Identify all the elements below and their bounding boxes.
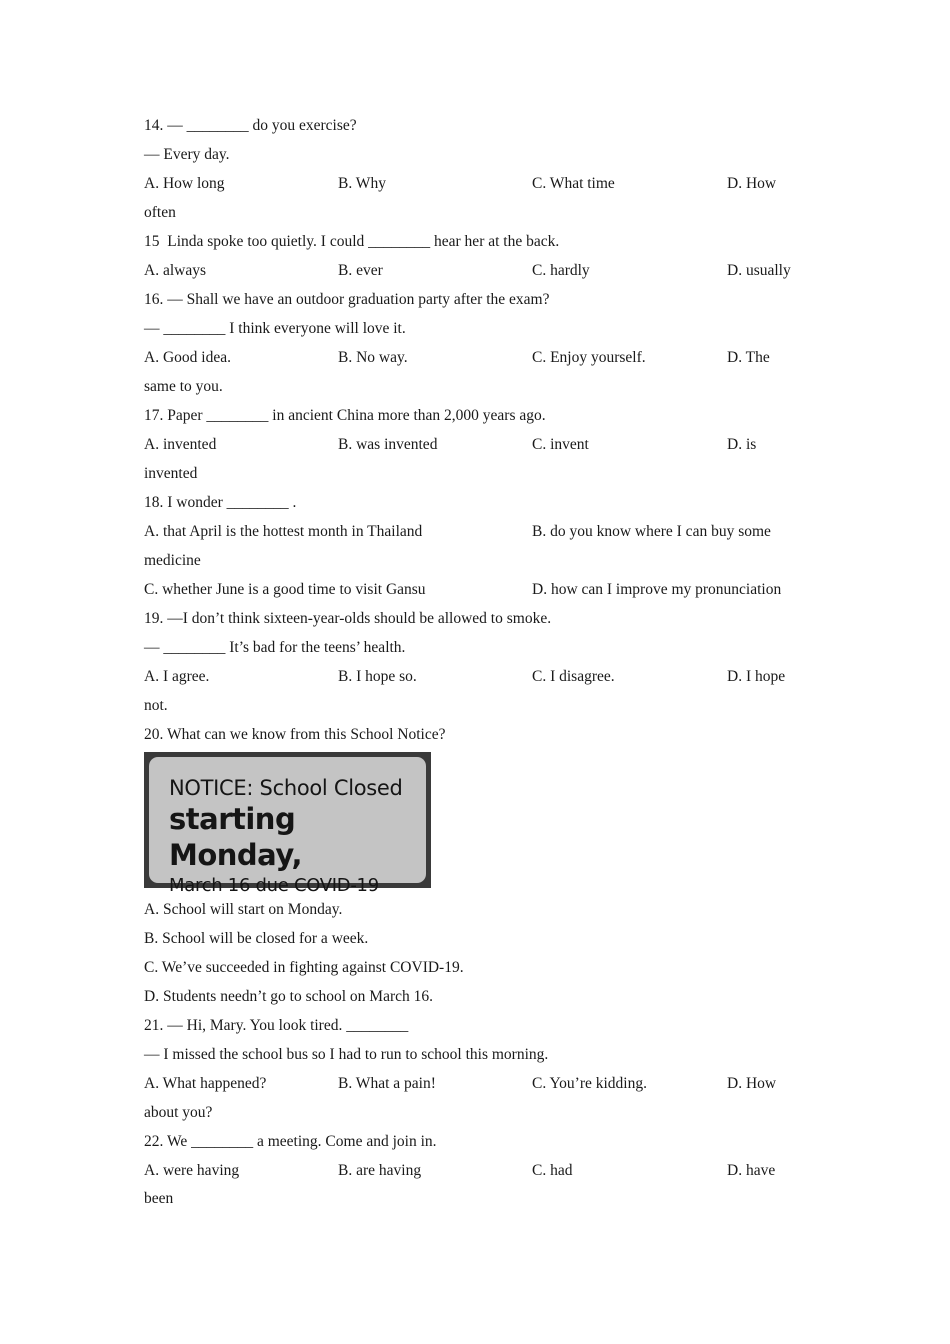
question-19-option-c: C. I disagree. [532, 668, 615, 685]
question-22-option-a: A. were having [144, 1162, 240, 1179]
question-20-option-b: B. School will be closed for a week. [144, 930, 369, 947]
question-22-option-d-continued: been [144, 1190, 174, 1207]
question-22-stem: 22. We ________ a meeting. Come and join in. [144, 1133, 437, 1150]
question-17-option-c: C. invent [532, 436, 589, 453]
question-16-option-b: B. No way. [338, 349, 408, 366]
question-14-option-a: A. How long [144, 175, 225, 192]
question-15-option-a: A. always [144, 262, 206, 279]
question-19-reply: — ________ It’s bad for the teens’ health. [144, 639, 406, 656]
question-21-reply: — I missed the school bus so I had to run to school this morning. [144, 1046, 549, 1063]
question-15-stem: 15 Linda spoke too quietly. I could ________ hear her at the back. [144, 233, 560, 250]
question-20-option-a: A. School will start on Monday. [144, 901, 343, 918]
question-20-option-c: C. We’ve succeeded in fighting against COVID-19. [144, 959, 464, 976]
school-notice-image [144, 752, 431, 896]
question-20-stem: 20. What can we know from this School Notice? [144, 726, 446, 743]
question-19-option-d-continued: not. [144, 697, 168, 714]
question-21-option-d-continued: about you? [144, 1104, 213, 1121]
question-21-option-a: A. What happened? [144, 1075, 267, 1092]
question-15-option-d: D. usually [727, 262, 791, 279]
question-17-option-d-continued: invented [144, 465, 198, 482]
question-21-option-b: B. What a pain! [338, 1075, 436, 1092]
question-14-stem: 14. — ________ do you exercise? [144, 117, 357, 134]
question-22-option-d: D. have [727, 1162, 776, 1179]
question-15-option-b: B. ever [338, 262, 383, 279]
question-18-option-b-continued: medicine [144, 552, 201, 569]
school-notice-sign [149, 757, 426, 896]
question-14-option-d: D. How [727, 175, 777, 192]
notice-line-1: NOTICE: School Closed [169, 776, 403, 800]
question-19-stem: 19. —I don’t think sixteen-year-olds should be allowed to smoke. [144, 610, 552, 627]
question-14-option-c: C. What time [532, 175, 615, 192]
question-16-option-c: C. Enjoy yourself. [532, 349, 646, 366]
question-16-option-a: A. Good idea. [144, 349, 231, 366]
question-19-option-b: B. I hope so. [338, 668, 417, 685]
question-14-option-d-continued: often [144, 204, 176, 221]
question-16-stem: 16. — Shall we have an outdoor graduation party after the exam? [144, 291, 550, 308]
question-17-option-b: B. was invented [338, 436, 438, 453]
question-22-option-c: C. had [532, 1162, 573, 1179]
question-19-option-d: D. I hope [727, 668, 786, 685]
question-21-stem: 21. — Hi, Mary. You look tired. ________ [144, 1017, 409, 1034]
notice-line-2: starting Monday, [169, 802, 303, 872]
question-22-option-b: B. are having [338, 1162, 422, 1179]
question-19-option-a: A. I agree. [144, 668, 210, 685]
question-18-stem: 18. I wonder ________ . [144, 494, 297, 511]
question-14-reply: — Every day. [144, 146, 230, 163]
question-20-option-d: D. Students needn’t go to school on March 16. [144, 988, 434, 1005]
notice-line-3: March 16 due COVID-19 [169, 875, 379, 896]
question-18-option-c: C. whether June is a good time to visit Gansu [144, 581, 426, 598]
question-17-stem: 17. Paper ________ in ancient China more than 2,000 years ago. [144, 407, 546, 424]
question-16-option-d-continued: same to you. [144, 378, 223, 395]
question-16-reply: — ________ I think everyone will love it. [144, 320, 406, 337]
question-17-option-d: D. is [727, 436, 757, 453]
question-18-option-b: B. do you know where I can buy some [532, 523, 771, 540]
question-17-option-a: A. invented [144, 436, 217, 453]
question-21-option-d: D. How [727, 1075, 777, 1092]
question-18-option-a: A. that April is the hottest month in Thailand [144, 523, 423, 540]
question-14-option-b: B. Why [338, 175, 386, 192]
question-21-option-c: C. You’re kidding. [532, 1075, 647, 1092]
question-15-option-c: C. hardly [532, 262, 590, 279]
question-16-option-d: D. The [727, 349, 770, 366]
question-18-option-d: D. how can I improve my pronunciation [532, 581, 782, 598]
